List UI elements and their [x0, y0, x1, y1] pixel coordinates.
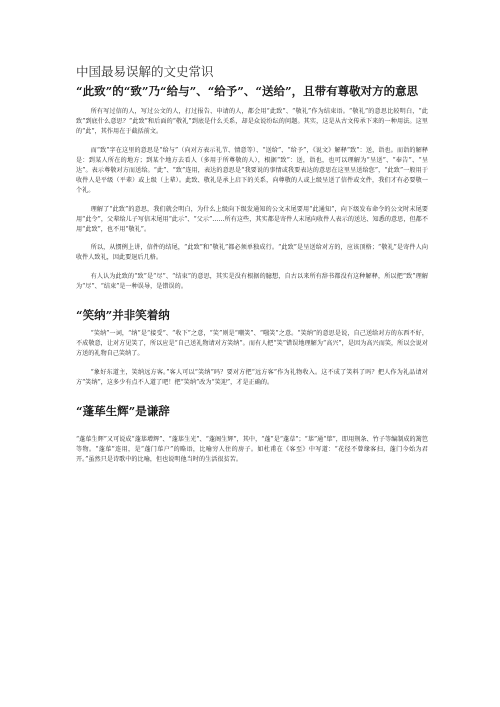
paragraph: 理解了“此致”的意思，我们就会明白，为什么上级向下级发通知的公文末尾要用“此通知”，向下级发布命令的公文时末尾要用“此令”，父辈给儿子写信末尾用“此示”、“父示”……所有这些，其实都是寄件人末尾向收件人表示的送达、知悉的意思，但都不用“此致”，也不用“敬礼”。 [76, 205, 428, 234]
section-title-cizhi: “此致”的“致”乃“给与”、“给予”、“送给”，且带有尊敬对方的意思 [76, 84, 419, 98]
section-title-xiaona: “笑纳”并非笑着纳 [76, 308, 170, 323]
paragraph: “笑纳”一词，“纳”是“接受”、“收下”之意，“笑”则是“嘲笑”、“嗤笑”之意。“笑纳”的意思是说，自己送给对方的东西不好，不成敬意，让对方见笑了，所以应是“自己送礼物请对方笑纳”。而有人把“笑”错误地理解为“高兴”，是因为高兴而笑，所以会说对方送的礼物自己笑纳了。 [76, 330, 428, 358]
paragraph: “象好东道主，笑纳远方客。”客人可以“笑纳”吗？要对方把“远方客”作为礼物收入。这不成了笑料了吗？把人作为礼品请对方“笑纳”，这多少有点不人道了吧！把“笑纳”改为“笑迎”，才是正确的。 [76, 368, 428, 386]
paragraph: 所有写过信的人，写过公文的人，打过报告、申请的人，都会用“此致”、“敬礼”作为结束语。“敬礼”的意思比较明白，“此致”到底什么意思？“此致”和后面的“敬礼”到底是什么关系，却是众说纷纭的问题。其实，这是从古文传承下来的一种用法。这里的“此”，其作用在于截括前文。 [76, 108, 428, 136]
paragraph: “蓬荜生辉”又可说成“蓬荜增辉”、“蓬荜生光”、“蓬阁生辉”，其中，“蓬”是“蓬草”；“荜”通“筚”，即用荆条、竹子等编制成的篱笆等物。“蓬荜”连用，是“蓬门荜户”的略语，比喻穷人住的房子。如杜甫在《客至》中写道：“花径不曾缘客扫，蓬门今始为君开。”虽然只是诗歌中的比喻，但也说明他当时的生活很贫苦。 [76, 436, 428, 464]
paragraph: 所以，从惯例上讲，信件的结尾，“此致”和“敬礼”都必须单独成行。“此致”是呈送给对方的，应该顶格；“敬礼”是寄件人向收件人致礼，因此要退后几格。 [76, 244, 428, 262]
document-page [76, 64, 428, 466]
paragraph: 而“致”字在这里的意思是“给与”（向对方表示礼节、情意等）、“送给”、“给予”，《说文》解释“致”：送，诣也。而诣的解释是：到某人所在的地方；到某个地方去看人（多用于所尊敬的人），根据“致”：送，诣也，也可以理解为“呈送”、“奉告”、“呈达”。表示尊敬对方而送给。“此”、“致”连用，表达的意思是“我要说的事情或我要表达的意思在这里呈送给您”，“此致”一般用于收件人是平级（平辈）或上级（上辈）。此致、敬礼是承上启下的关系，向尊敬的人或上级呈送了信件或文件，我们才有必要敬一个礼。 [76, 146, 428, 195]
paragraph: 有人认为此致的“致”是“尽”、“结束”的意思，其实是没有根据的臆想，自古以来所有辞书都没有这种解释，所以把“致”理解为“尽”、“结束”是一种误导，是错误的。 [76, 272, 428, 290]
document-title: 中国最易误解的文史常识 [76, 64, 214, 79]
section-title-pengbi: “蓬荜生辉”是谦辞 [76, 404, 170, 419]
